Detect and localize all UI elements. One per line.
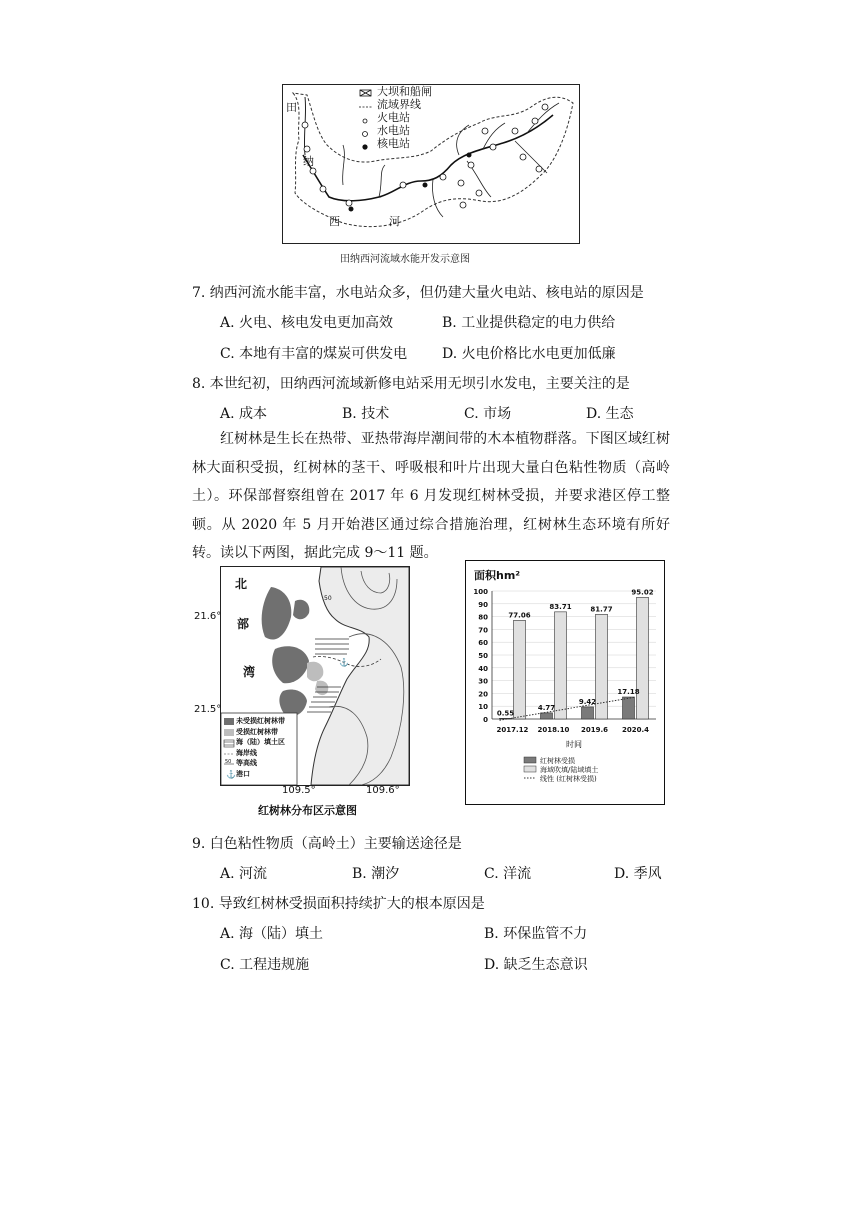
chart-title: 面积hm² (474, 569, 521, 582)
bar-value-label: 81.77 (590, 605, 613, 614)
legend-damaged-label: 红树林受损 (540, 757, 575, 765)
legend-swatch-damaged (524, 757, 536, 763)
y-tick-label: 50 (478, 652, 488, 660)
sea-label-wan: 湾 (243, 665, 256, 679)
bar-reclaimed (514, 620, 526, 719)
river-label-xi: 西 (329, 215, 340, 228)
mangrove-passage (192, 425, 670, 568)
bar-value-label: 17.18 (617, 688, 640, 697)
legend-basin-line: 流域界线 (377, 98, 421, 111)
bar-reclaimed (555, 612, 567, 719)
legend-reclaimed-label: 海域吹填/陆域填土 (540, 766, 599, 774)
legend-trend-label: 线性 (红树林受损) (540, 775, 597, 783)
map1-legend-symbols (359, 90, 372, 149)
q7-option-b: B. 工业提供稳定的电力供给 (442, 315, 616, 331)
river-label-he: 河 (389, 215, 400, 228)
chart-legend (524, 756, 598, 783)
map1-legend (377, 85, 432, 150)
question-9: 9. 白色粘性物质（高岭土）主要输送途径是 (192, 836, 462, 852)
q9-option-b: B. 潮汐 (352, 866, 400, 882)
lat-label-21-6: 21.6° (194, 611, 222, 622)
legend-reclaimed: 海（陆）填土区 (236, 738, 285, 746)
q7-option-c: C. 本地有丰富的煤炭可供发电 (220, 346, 408, 362)
river-label-na: 纳 (303, 155, 314, 168)
q7-option-a: A. 火电、核电发电更加高效 (220, 315, 394, 331)
nuclear-station-markers (349, 153, 472, 212)
bar-value-label: 9.42 (578, 697, 597, 706)
legend-thermal: 火电站 (377, 111, 410, 124)
q7-option-d: D. 火电价格比水电更加低廉 (442, 346, 616, 362)
bar-value-label: 0.55 (496, 709, 515, 718)
map2-legend (236, 716, 285, 779)
legend-port: 港口 (236, 769, 250, 778)
x-tick-label: 2020.4 (621, 726, 650, 734)
sea-label-bu: 部 (237, 617, 250, 631)
bar-damaged (541, 713, 553, 719)
y-tick-label: 80 (478, 613, 488, 622)
area-bar-chart (466, 561, 664, 804)
q9-option-c: C. 洋流 (484, 866, 532, 882)
bar-value-label: 4.77 (537, 703, 556, 712)
legend-dam: 大坝和船闸 (377, 85, 432, 98)
y-tick-label: 100 (473, 588, 488, 596)
q10-option-a: A. 海（陆）填土 (220, 926, 324, 942)
x-tick-label: 2019.6 (580, 726, 609, 734)
legend-swatch-reclaimed (524, 766, 536, 772)
q10-option-b: B. 环保监管不力 (484, 926, 588, 942)
y-tick-label: 60 (478, 639, 488, 648)
area-chart-frame (465, 560, 665, 805)
y-tick-label: 10 (478, 703, 488, 712)
basin-boundary (293, 93, 573, 227)
tennessee-basin-map (282, 84, 580, 244)
x-tick-label: 2018.10 (537, 726, 570, 734)
q10-option-c: C. 工程违规施 (220, 957, 310, 973)
bar-value-label: 95.02 (631, 588, 654, 597)
contour-label-50: 50 (324, 595, 332, 602)
map1-caption: 田纳西河流域水能开发示意图 (340, 254, 470, 265)
q10-option-d: D. 缺乏生态意识 (484, 957, 588, 973)
legend-undamaged: 未受损红树林带 (236, 717, 285, 725)
y-tick-label: 40 (478, 664, 488, 673)
legend-contour-value: 50 (225, 759, 232, 765)
y-tick-label: 0 (483, 716, 488, 724)
bar-damaged (623, 697, 635, 719)
q9-option-a: A. 河流 (220, 866, 268, 882)
svg-text:⚓: ⚓ (226, 770, 236, 779)
x-axis-label: 时间 (566, 740, 582, 749)
bar-reclaimed (637, 597, 649, 719)
question-8: 8. 本世纪初，田纳西河流域新修电站采用无坝引水发电，主要关注的是 (192, 376, 630, 392)
legend-nuclear: 核电站 (377, 137, 410, 150)
x-tick-label: 2017.12 (496, 726, 529, 734)
y-tick-label: 70 (478, 626, 488, 635)
lon-label-109-5: 109.5° (282, 785, 316, 796)
river-label-tian: 田 (286, 101, 297, 114)
bar-value-label: 83.71 (549, 602, 572, 611)
lat-label-21-5: 21.5° (194, 704, 222, 715)
legend-contour: 等高线 (236, 759, 257, 767)
mangrove-map-frame (220, 566, 410, 786)
q8-option-c: C. 市场 (464, 406, 512, 422)
question-7: 7. 纳西河流水能丰富，水电站众多，但仍建大量火电站、核电站的原因是 (192, 285, 644, 301)
y-tick-label: 90 (478, 600, 488, 609)
map2-caption: 红树林分布区示意图 (258, 804, 357, 817)
legend-coastline: 海岸线 (236, 748, 257, 757)
legend-hydro: 水电站 (377, 124, 410, 137)
port-anchor-icon: ⚓ (339, 658, 349, 667)
mangrove-map (190, 563, 414, 799)
legend-damaged: 受损红树林带 (236, 727, 278, 736)
passage-text: 红树林是生长在热带、亚热带海岸潮间带的木本植物群落。下图区域红树林大面积受损，红树林的茎干、呼吸根和叶片出现大量白色粘性物质（高岭土）。环保部督察组曾在 2017 年 6 月发现红树林受损，并要求港区停工整顿。从 2020 年 5 月开始港区通过综合措施治理，红树林生态环境有所好转。读以下两图，据此完成 9～11 题。 (192, 431, 670, 561)
sea-label-bei: 北 (235, 577, 248, 591)
q8-option-d: D. 生态 (586, 406, 634, 422)
q9-option-d: D. 季风 (614, 866, 662, 882)
bar-value-label: 77.06 (508, 611, 531, 620)
q8-option-a: A. 成本 (220, 406, 268, 422)
lon-label-109-6: 109.6° (366, 785, 400, 796)
y-tick-label: 20 (478, 690, 488, 699)
bar-damaged (582, 707, 594, 719)
question-10: 10. 导致红树林受损面积持续扩大的根本原因是 (192, 896, 485, 912)
y-tick-label: 30 (478, 677, 488, 686)
q8-option-b: B. 技术 (342, 406, 390, 422)
